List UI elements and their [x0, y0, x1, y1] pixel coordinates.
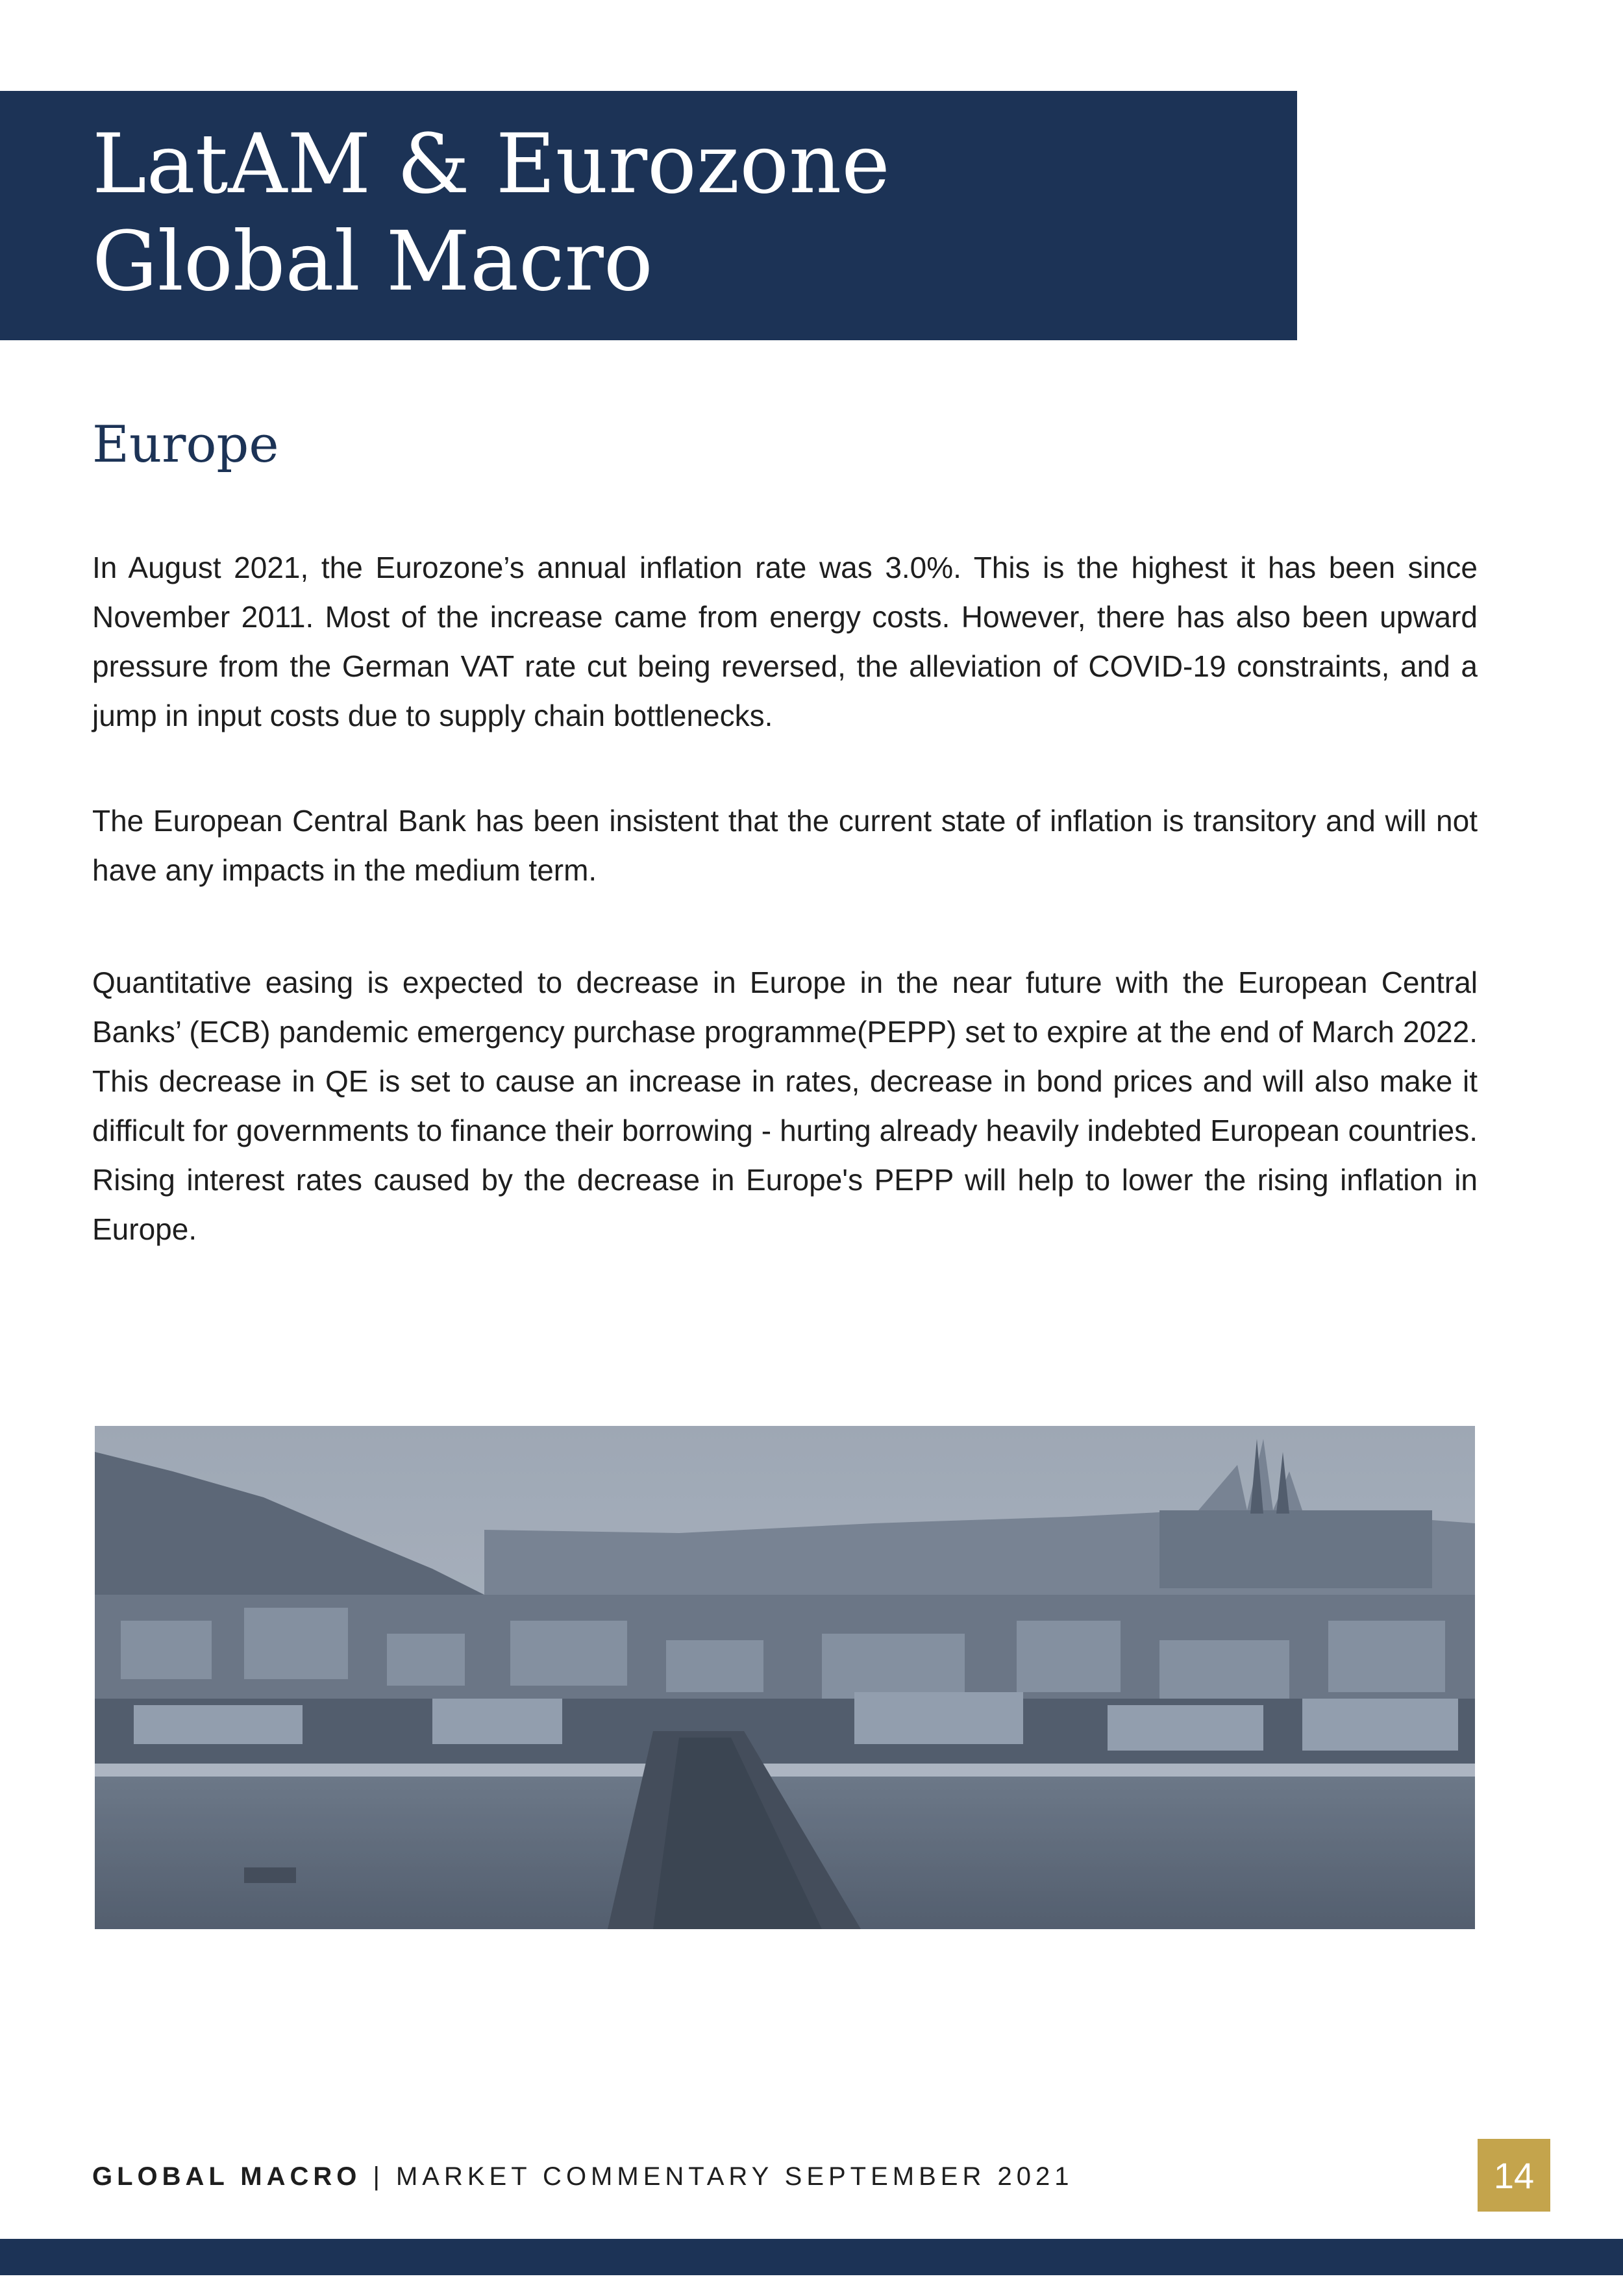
bottom-bar	[0, 2239, 1623, 2275]
paragraph-ecb: The European Central Bank has been insistent that the current state of inflation is transitory and will not have any impacts in the medium term.	[92, 804, 1478, 887]
page-title	[92, 116, 1261, 310]
city-photo	[95, 1426, 1475, 1929]
title-line-1: LatAM & Eurozone	[92, 116, 890, 212]
footer-separator: |	[361, 2162, 396, 2191]
section-heading: Europe	[92, 416, 279, 474]
paragraph-qe: Quantitative easing is expected to decrease in Europe in the near future with the European Central Banks’ (ECB) pandemic emergency purchase programme(PEPP) set to expire at the end of March 2022. This decrease in QE is set to cause an increase in rates, decrease in bond prices and will also make it difficult for governments to finance their borrowing - hurting already heavily indebted European countries. Rising interest rates caused by the decrease in Europe's PEPP will help to lower the rising inflation in Europe.	[92, 966, 1478, 1246]
paragraph-inflation: In August 2021, the Eurozone’s annual inflation rate was 3.0%. This is the highest it has been since November 2011. Most of the increase came from energy costs. However, there has also been upward pressure from the German VAT rate cut being reversed, the alleviation of COVID-19 constraints, and a jump in input costs due to supply chain bottlenecks.	[92, 551, 1478, 732]
page-number-badge: 14	[1478, 2139, 1550, 2212]
footer-subtitle: MARKET COMMENTARY SEPTEMBER 2021	[395, 2162, 1074, 2191]
title-line-2: Global Macro	[92, 214, 653, 309]
footer-publication: GLOBAL MACRO	[92, 2162, 362, 2191]
footer-label	[92, 2162, 1073, 2191]
